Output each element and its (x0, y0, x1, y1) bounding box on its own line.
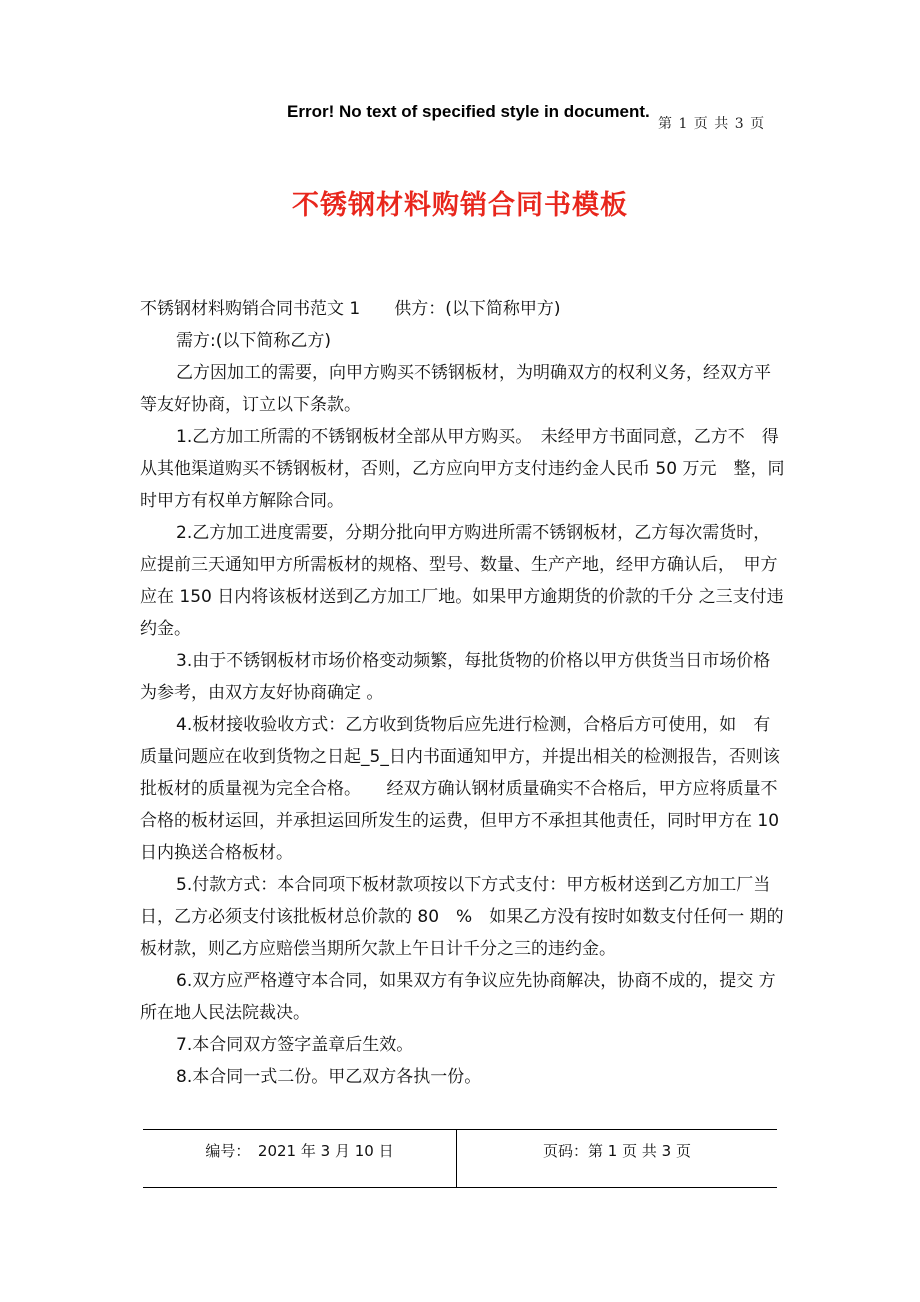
document-body (140, 293, 785, 1093)
paragraph-clause-5: 5.付款方式：本合同项下板材款项按以下方式支付：甲方板材送到乙方加工厂当日，乙方必须支付该批板材总价款的 80 % 如果乙方没有按时如数支付任何一 期的板材款，则乙方应赔偿当期所欠款上午日计千分之三的违约金。 (140, 875, 784, 959)
document-title: 不锈钢材料购销合同书模板 (292, 190, 628, 221)
paragraph-preamble: 乙方因加工的需要，向甲方购买不锈钢板材，为明确双方的权利义务，经双方平等友好协商，订立以下条款。 (140, 363, 771, 415)
paragraph-intro: 不锈钢材料购销合同书范文 1 供方：(以下简称甲方) (140, 299, 561, 319)
footer-page-number: 页码：第 1 页 共 3 页 (543, 1142, 691, 1160)
paragraph-clause-3: 3.由于不锈钢板材市场价格变动频繁，每批货物的价格以甲方供货当日市场价格为参考，由双方友好协商确定 。 (140, 651, 771, 703)
header-page-indicator: 第 1 页 共 3 页 (658, 116, 766, 132)
paragraph-clause-4: 4.板材接收验收方式：乙方收到货物后应先进行检测，合格后方可使用，如 有质量问题应在收到货物之日起_5_日内书面通知甲方，并提出相关的检测报告，否则该批板材的质量视为完全合格。 经双方确认钢材质量确实不合格后，甲方应将质量不合格的板材运回，并承担运回所发生的运费，但甲方不承担其他责任，同时甲方在 10 日内换送合格板材。 (140, 715, 780, 863)
paragraph-clause-2: 2.乙方加工进度需要，分期分批向甲方购进所需不锈钢板材，乙方每次需货时， 应提前三天通知甲方所需板材的规格、型号、数量、生产产地，经甲方确认后， 甲方应在 150 日内将该板材送到乙方加工厂地。如果甲方逾期货的价款的千分 之三支付违约金。 (140, 523, 784, 639)
paragraph-clause-1: 1.乙方加工所需的不锈钢板材全部从甲方购买。 未经甲方书面同意，乙方不 得从其他渠道购买不锈钢板材，否则，乙方应向甲方支付违约金人民币 50 万元 整，同时甲方有权单方解除合同。 (140, 427, 785, 511)
footer-top-rule (143, 1129, 777, 1130)
footer-bottom-rule (143, 1187, 777, 1188)
footer-number-date: 编号： 2021 年 3 月 10 日 (205, 1142, 394, 1160)
paragraph-clause-8: 8.本合同一式二份。甲乙双方各执一份。 (176, 1067, 482, 1087)
paragraph-clause-7: 7.本合同双方签字盖章后生效。 (176, 1035, 414, 1055)
paragraph-clause-6: 6.双方应严格遵守本合同，如果双方有争议应先协商解决，协商不成的，提交 方所在地人民法院裁决。 (140, 971, 776, 1023)
header-error-text: Error! No text of specified style in document. (287, 102, 650, 121)
paragraph-buyer: 需方:(以下简称乙方) (176, 331, 331, 351)
